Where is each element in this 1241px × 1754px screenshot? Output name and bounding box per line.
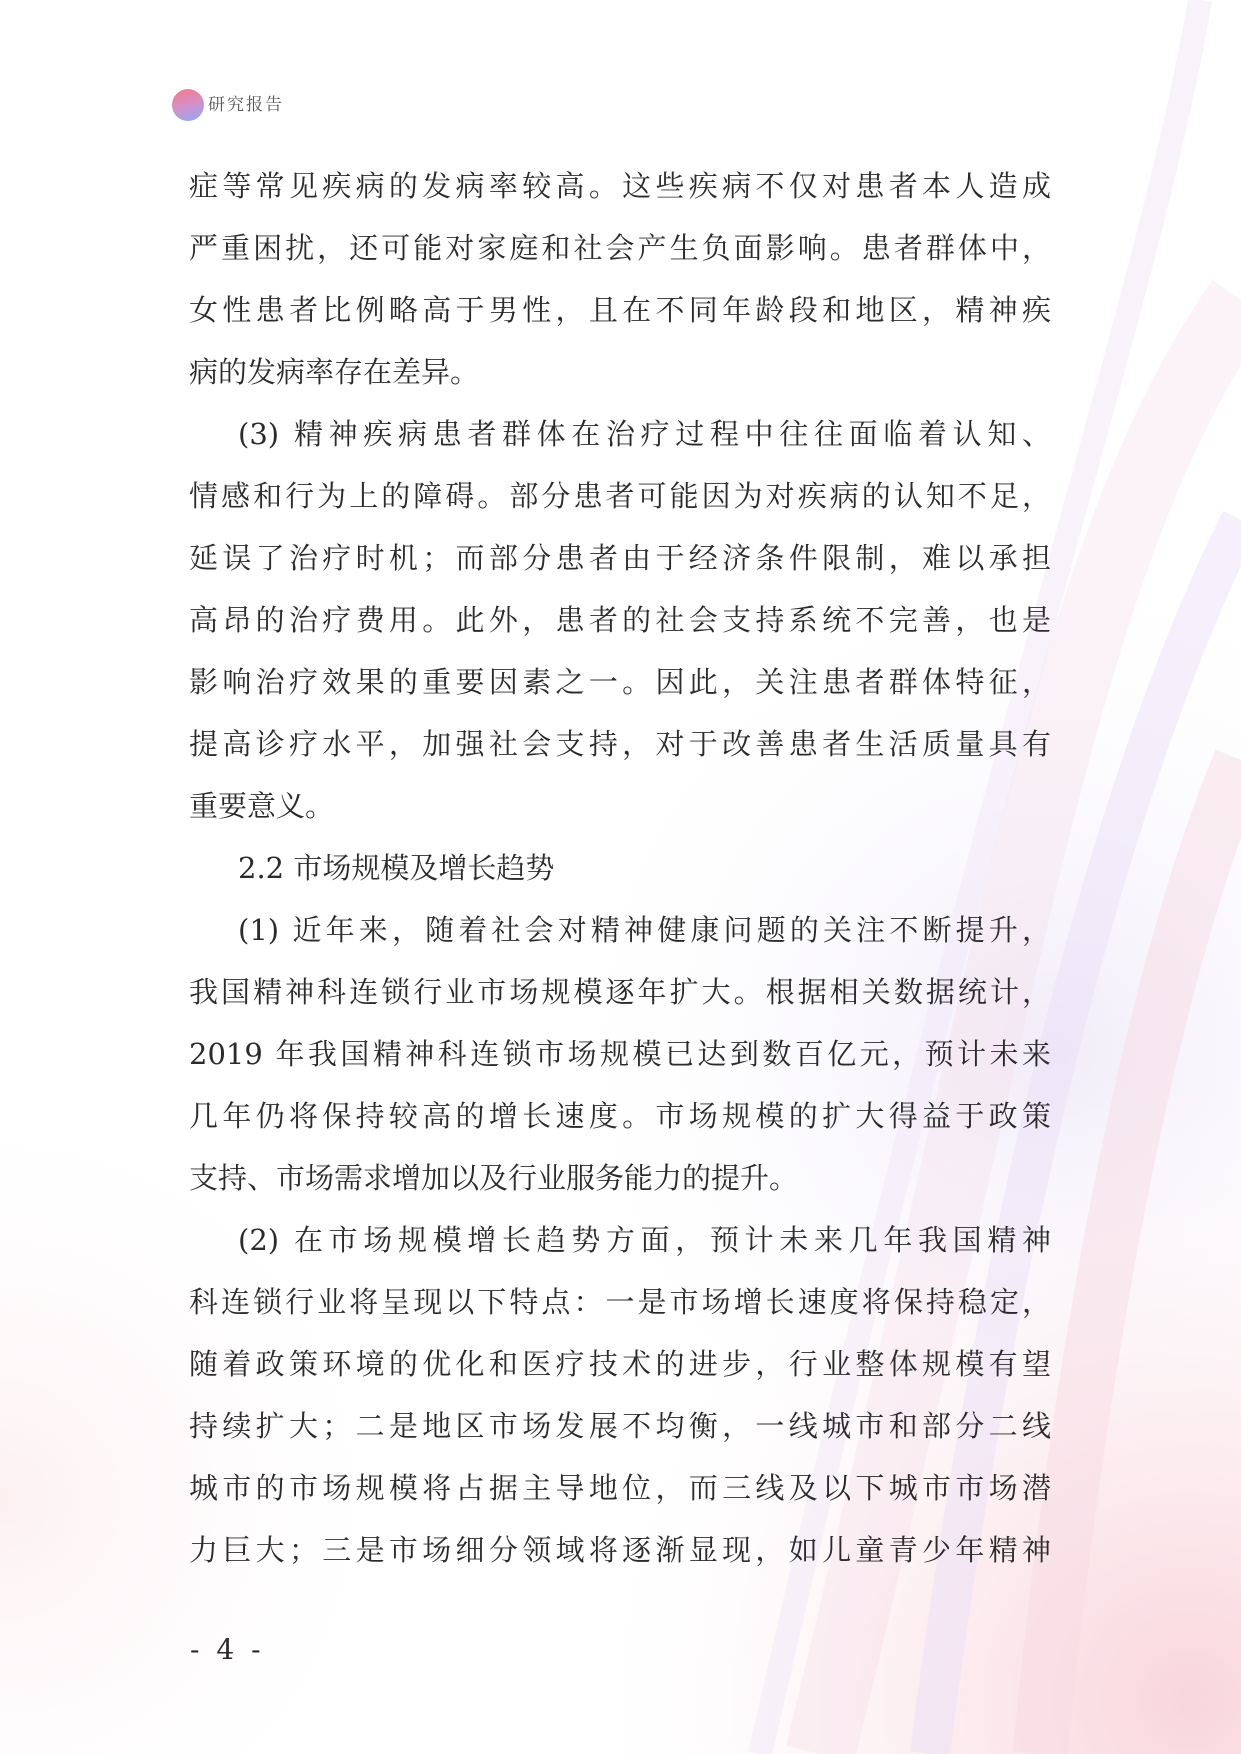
body-line: 重要意义。	[189, 789, 335, 823]
gradient-circle-icon	[172, 89, 204, 121]
section-heading: 2.2 市场规模及增长趋势	[238, 851, 555, 885]
body-line: 2019 年我国精神科连锁市场规模已达到数百亿元，预计未来	[189, 1037, 1051, 1071]
document-body	[189, 155, 1051, 1581]
body-line: 情感和行为上的障碍。部分患者可能因为对疾病的认知不足，	[189, 479, 1051, 513]
body-line: 严重困扰，还可能对家庭和社会产生负面影响。患者群体中，	[189, 231, 1051, 265]
body-line: 提高诊疗水平，加强社会支持，对于改善患者生活质量具有	[189, 727, 1051, 761]
page-number: - 4 -	[190, 1633, 265, 1666]
paragraph	[189, 1209, 1051, 1581]
body-line: (2) 在市场规模增长趋势方面，预计未来几年我国精神	[238, 1223, 1051, 1257]
body-line: 高昂的治疗费用。此外，患者的社会支持系统不完善，也是	[189, 603, 1051, 637]
body-line: 女性患者比例略高于男性，且在不同年龄段和地区，精神疾	[189, 293, 1051, 327]
body-line: (1) 近年来，随着社会对精神健康问题的关注不断提升，	[238, 913, 1051, 947]
paragraph	[189, 899, 1051, 1209]
body-line: 力巨大；三是市场细分领域将逐渐显现，如儿童青少年精神	[189, 1533, 1051, 1567]
body-line: 病的发病率存在差异。	[189, 355, 480, 389]
body-line: 症等常见疾病的发病率较高。这些疾病不仅对患者本人造成	[189, 169, 1051, 203]
paragraph	[189, 155, 1051, 403]
body-line: 随着政策环境的优化和医疗技术的进步，行业整体规模有望	[189, 1347, 1051, 1381]
header-label: 研究报告	[208, 95, 284, 115]
body-line: 支持、市场需求增加以及行业服务能力的提升。	[189, 1161, 799, 1195]
body-line: 科连锁行业将呈现以下特点：一是市场增长速度将保持稳定，	[189, 1285, 1051, 1319]
body-line: 我国精神科连锁行业市场规模逐年扩大。根据相关数据统计，	[189, 975, 1051, 1009]
body-line: 城市的市场规模将占据主导地位，而三线及以下城市市场潜	[189, 1471, 1051, 1505]
body-line: 持续扩大；二是地区市场发展不均衡，一线城市和部分二线	[189, 1409, 1051, 1443]
body-line: 延误了治疗时机；而部分患者由于经济条件限制，难以承担	[189, 541, 1051, 575]
body-line: 几年仍将保持较高的增长速度。市场规模的扩大得益于政策	[189, 1099, 1051, 1133]
body-line: (3) 精神疾病患者群体在治疗过程中往往面临着认知、	[238, 417, 1051, 451]
body-line: 影响治疗效果的重要因素之一。因此，关注患者群体特征，	[189, 665, 1051, 699]
paragraph	[189, 403, 1051, 837]
